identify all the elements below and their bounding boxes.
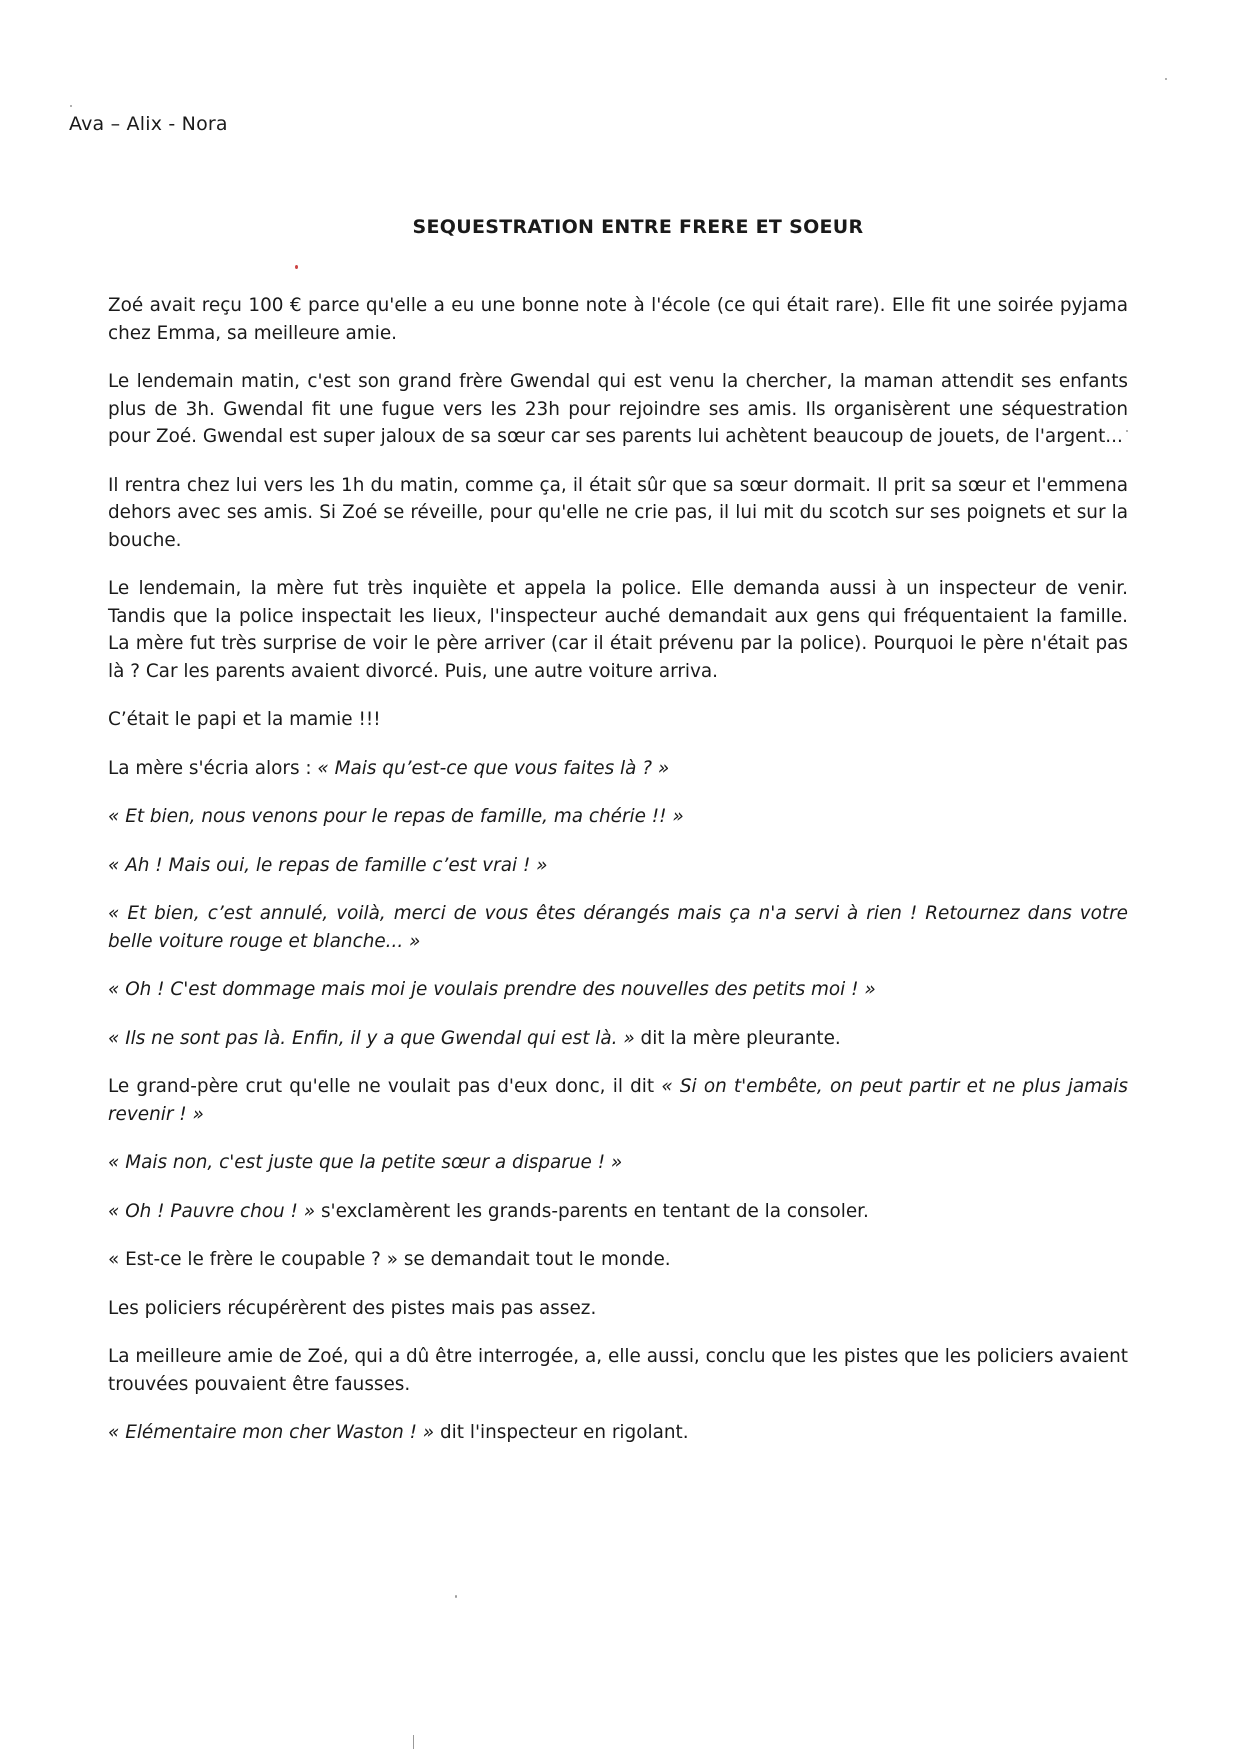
- paragraph-8: [108, 852, 1128, 880]
- quote-segment: « Mais qu’est-ce que vous faites là ? »: [317, 757, 670, 779]
- text-segment: Il rentra chez lui vers les 1h du matin, comme ça, il était sûr que sa sœur dormait. Il prit sa sœur et l'emmena dehors avec ses amis. Si Zoé se réveille, pour qu'elle ne crie pas, il lui mit du scotch sur ses poignets et sur la bouche.: [108, 474, 1128, 551]
- paragraph-12: [108, 1073, 1128, 1128]
- text-segment: s'exclamèrent les grands-parents en tentant de la consoler.: [315, 1200, 869, 1222]
- text-segment: « Est-ce le frère le coupable ? » se demandait tout le monde.: [108, 1249, 671, 1270]
- story-body: [108, 292, 1128, 1468]
- text-segment: Les policiers récupérèrent des pistes mais pas assez.: [108, 1297, 597, 1319]
- text-segment: dit la mère pleurante.: [634, 1027, 841, 1049]
- document-title: SEQUESTRATION ENTRE FRERE ET SOEUR: [412, 216, 864, 238]
- paragraph-10: [108, 976, 1128, 1004]
- paragraph-9: [108, 900, 1128, 955]
- text-segment: Le lendemain matin, c'est son grand frère Gwendal qui est venu la chercher, la maman attendit ses enfants plus de 3h. Gwendal fit une fugue vers les 23h pour rejoindre ses amis. Ils organisèrent une séquestration pour Zoé. Gwendal est super jaloux de sa sœur car ses parents lui achètent beaucoup de jouets, de l'argent...: [108, 371, 1128, 447]
- quote-segment: « Ah ! Mais oui, le repas de famille c’est vrai ! »: [108, 854, 548, 876]
- quote-segment: « Si on t'embête, on peut partir et ne plus jamais revenir ! »: [108, 1076, 1128, 1125]
- paragraph-17: [108, 1343, 1128, 1398]
- scan-speck: [1126, 430, 1128, 432]
- text-segment: Le lendemain, la mère fut très inquiète et appela la police. Elle demanda aussi à un inspecteur de venir. Tandis que la police inspectait les lieux, l'inspecteur auché demandait aux gens qui fréquentaient la famille. La mère fut très surprise de voir le père arriver (car il était prévenu par la police). Pourquoi le père n'était pas là ? Car les parents avaient divorcé. Puis, une autre voiture arriva.: [108, 578, 1128, 682]
- paragraph-16: [108, 1295, 1128, 1323]
- text-segment: La meilleure amie de Zoé, qui a dû être interrogée, a, elle aussi, conclu que les pistes que les policiers avaient trouvées pouvaient être fausses.: [108, 1346, 1128, 1395]
- quote-segment: « Oh ! Pauvre chou ! »: [108, 1200, 316, 1222]
- text-segment: La mère s'écria alors :: [108, 757, 318, 779]
- paragraph-7: [108, 803, 1128, 831]
- paragraph-4: [108, 575, 1128, 685]
- quote-segment: « Et bien, c’est annulé, voilà, merci de vous êtes dérangés mais ça n'a servi à rien ! Retournez dans votre belle voiture rouge et blanche... »: [108, 903, 1128, 952]
- authors-line: Ava – Alix - Nora: [69, 113, 228, 135]
- text-segment: dit l'inspecteur en rigolant.: [434, 1422, 689, 1443]
- paragraph-15: [108, 1246, 1128, 1274]
- quote-segment: « Et bien, nous venons pour le repas de famille, ma chérie !! »: [108, 806, 684, 827]
- quote-segment: « Mais non, c'est juste que la petite sœur a disparue ! »: [108, 1152, 623, 1173]
- paragraph-11: [108, 1025, 1128, 1053]
- paragraph-18: [108, 1419, 1128, 1447]
- scan-speck: [455, 1595, 457, 1598]
- paragraph-13: [108, 1149, 1128, 1177]
- quote-segment: « Oh ! C'est dommage mais moi je voulais prendre des nouvelles des petits moi ! »: [108, 979, 876, 1000]
- paragraph-2: [108, 368, 1128, 451]
- text-segment: Zoé avait reçu 100 € parce qu'elle a eu une bonne note à l'école (ce qui était rare). Elle fit une soirée pyjama chez Emma, sa meilleure amie.: [108, 295, 1128, 344]
- paragraph-6: [108, 755, 1128, 783]
- text-segment: Le grand-père crut qu'elle ne voulait pas d'eux donc, il dit: [108, 1076, 662, 1097]
- quote-segment: « Elémentaire mon cher Waston ! »: [108, 1422, 435, 1443]
- scan-speck: [1165, 78, 1167, 80]
- quote-segment: « Ils ne sont pas là. Enfin, il y a que Gwendal qui est là. »: [108, 1027, 635, 1049]
- scan-speck: [295, 265, 298, 269]
- paragraph-3: [108, 472, 1128, 555]
- paragraph-1: [108, 292, 1128, 347]
- scan-speck: [413, 1735, 414, 1749]
- paragraph-14: [108, 1198, 1128, 1226]
- text-segment: C’était le papi et la mamie !!!: [108, 709, 381, 730]
- paragraph-5: [108, 706, 1128, 734]
- scan-speck: [70, 105, 72, 107]
